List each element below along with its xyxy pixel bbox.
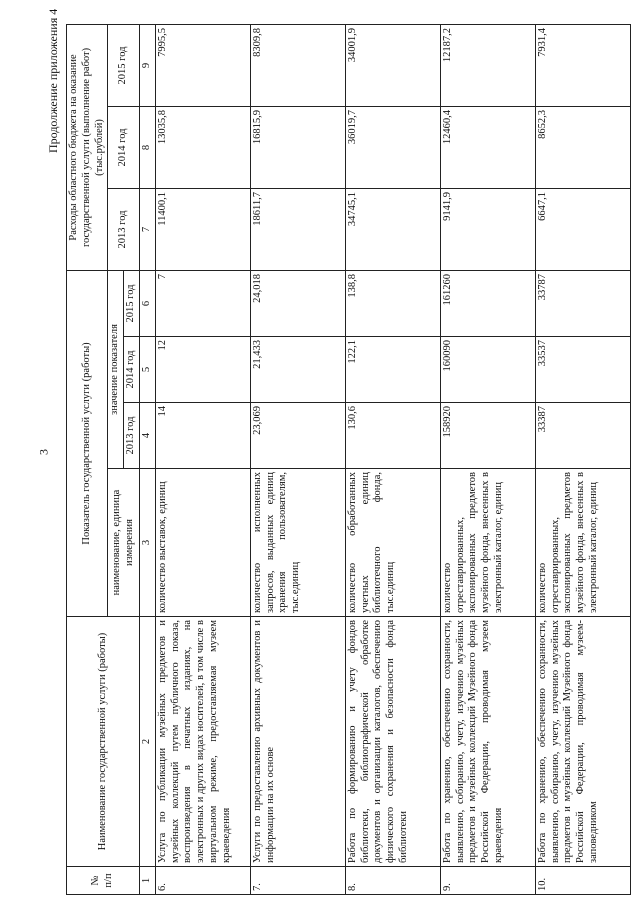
table-row <box>440 24 535 894</box>
value-2015: 161260 <box>440 270 535 336</box>
col-number: 9 <box>139 24 155 106</box>
indicator-name: количество обработанных учетных единиц библиотечного фонда, тыс.единиц <box>345 469 440 617</box>
header-value: значение показателя <box>108 270 124 468</box>
row-number: 9. <box>440 867 535 895</box>
budget-2015: 34001,9 <box>345 24 440 106</box>
continuation-label: Продолжение приложения 4 <box>46 8 60 153</box>
header-budget-2014: 2014 год <box>108 106 140 188</box>
value-2015: 138,8 <box>345 270 440 336</box>
budget-2013: 11400,1 <box>155 188 250 270</box>
table-row <box>345 24 440 894</box>
service-name: Услуги по предоставлению архивных документов и информации на их основе <box>250 617 345 867</box>
col-number: 2 <box>139 617 155 867</box>
service-name: Работа по хранению, обеспечению сохранности, выявлению, собиранию, учету, изучению музейных предметов и музейных коллекций Музейного фонда Российской Федерации, проводимая музеем-заповедником <box>535 617 630 867</box>
value-2013: 23,069 <box>250 403 345 469</box>
service-name: Услуга по публикации музейных предметов и музейных коллекций путем публичного показа, воспроизведения в печатных изданиях, на электронных и других видах носителей, в том числе в виртуальном режиме, предоставляемая музеем краеведения <box>155 617 250 867</box>
col-number: 5 <box>139 337 155 403</box>
service-name: Работа по хранению, обеспечению сохранности, выявлению, собиранию, учету, изучению музейных предметов и музейных коллекций Музейного фонда Российской Федерации, проводимая музеем краеведения <box>440 617 535 867</box>
budget-2015: 12187,2 <box>440 24 535 106</box>
budget-2014: 36019,7 <box>345 106 440 188</box>
header-budget-2015: 2015 год <box>108 24 140 106</box>
header-value-2014: 2014 год <box>124 337 140 403</box>
value-2015: 24,018 <box>250 270 345 336</box>
table-row <box>155 24 250 894</box>
budget-2015: 7995,5 <box>155 24 250 106</box>
value-2015: 33787 <box>535 270 630 336</box>
row-number: 10. <box>535 867 630 895</box>
value-2013: 130,6 <box>345 403 440 469</box>
budget-2013: 6647,1 <box>535 188 630 270</box>
table-row <box>535 24 630 894</box>
header-budget-2013: 2013 год <box>108 188 140 270</box>
col-number: 1 <box>139 867 155 895</box>
value-2014: 12 <box>155 337 250 403</box>
header-value-2013: 2013 год <box>124 403 140 469</box>
budget-2015: 7931,4 <box>535 24 630 106</box>
value-2013: 158920 <box>440 403 535 469</box>
indicator-name: количество отреставрированных, экспонированных предметов музейного фонда, внесенных в электронный каталог, единиц <box>535 469 630 617</box>
header-indicator: Показатель государственной услуги (работы) <box>67 270 108 616</box>
col-number: 3 <box>139 469 155 617</box>
budget-2015: 8309,8 <box>250 24 345 106</box>
budget-2013: 9141,9 <box>440 188 535 270</box>
value-2014: 122,1 <box>345 337 440 403</box>
row-number: 6. <box>155 867 250 895</box>
budget-2014: 12460,4 <box>440 106 535 188</box>
value-2015: 7 <box>155 270 250 336</box>
table-row <box>250 24 345 894</box>
page-number: 3 <box>36 449 51 455</box>
indicator-name: количество отреставрированных, экспонированных предметов музейного фонда, внесенных в электронный каталог, единиц <box>440 469 535 617</box>
col-number: 6 <box>139 270 155 336</box>
header-budget: Расходы областного бюджета на оказание государственной услуги (выполнение работ) (тыс.рублей) <box>67 24 108 270</box>
header-service: Наименование государственной услуги (работы) <box>67 617 140 867</box>
indicator-name: количество выставок, единиц <box>155 469 250 617</box>
col-number: 8 <box>139 106 155 188</box>
header-value-2015: 2015 год <box>124 270 140 336</box>
budget-2014: 13035,8 <box>155 106 250 188</box>
budget-2013: 18611,7 <box>250 188 345 270</box>
rotated-page-content <box>44 8 604 895</box>
row-number: 8. <box>345 867 440 895</box>
service-name: Работа по формированию и учету фондов библиотеки, библиографической обработке документов и организации каталогов, обеспечению физического сохранения и безопасности фонда библиотеки <box>345 617 440 867</box>
services-table <box>66 24 631 895</box>
value-2014: 33537 <box>535 337 630 403</box>
row-number: 7. <box>250 867 345 895</box>
header-no: № п/п <box>67 867 140 895</box>
value-2014: 160090 <box>440 337 535 403</box>
header-name-unit: наименование, единица измерения <box>108 469 140 617</box>
value-2013: 14 <box>155 403 250 469</box>
value-2014: 21,433 <box>250 337 345 403</box>
budget-2014: 16815,9 <box>250 106 345 188</box>
budget-2014: 8652,3 <box>535 106 630 188</box>
budget-2013: 34745,1 <box>345 188 440 270</box>
col-number: 7 <box>139 188 155 270</box>
indicator-name: количество исполненных запросов, выданных единиц хранения пользователям, тыс.единиц <box>250 469 345 617</box>
value-2013: 33387 <box>535 403 630 469</box>
col-number: 4 <box>139 403 155 469</box>
